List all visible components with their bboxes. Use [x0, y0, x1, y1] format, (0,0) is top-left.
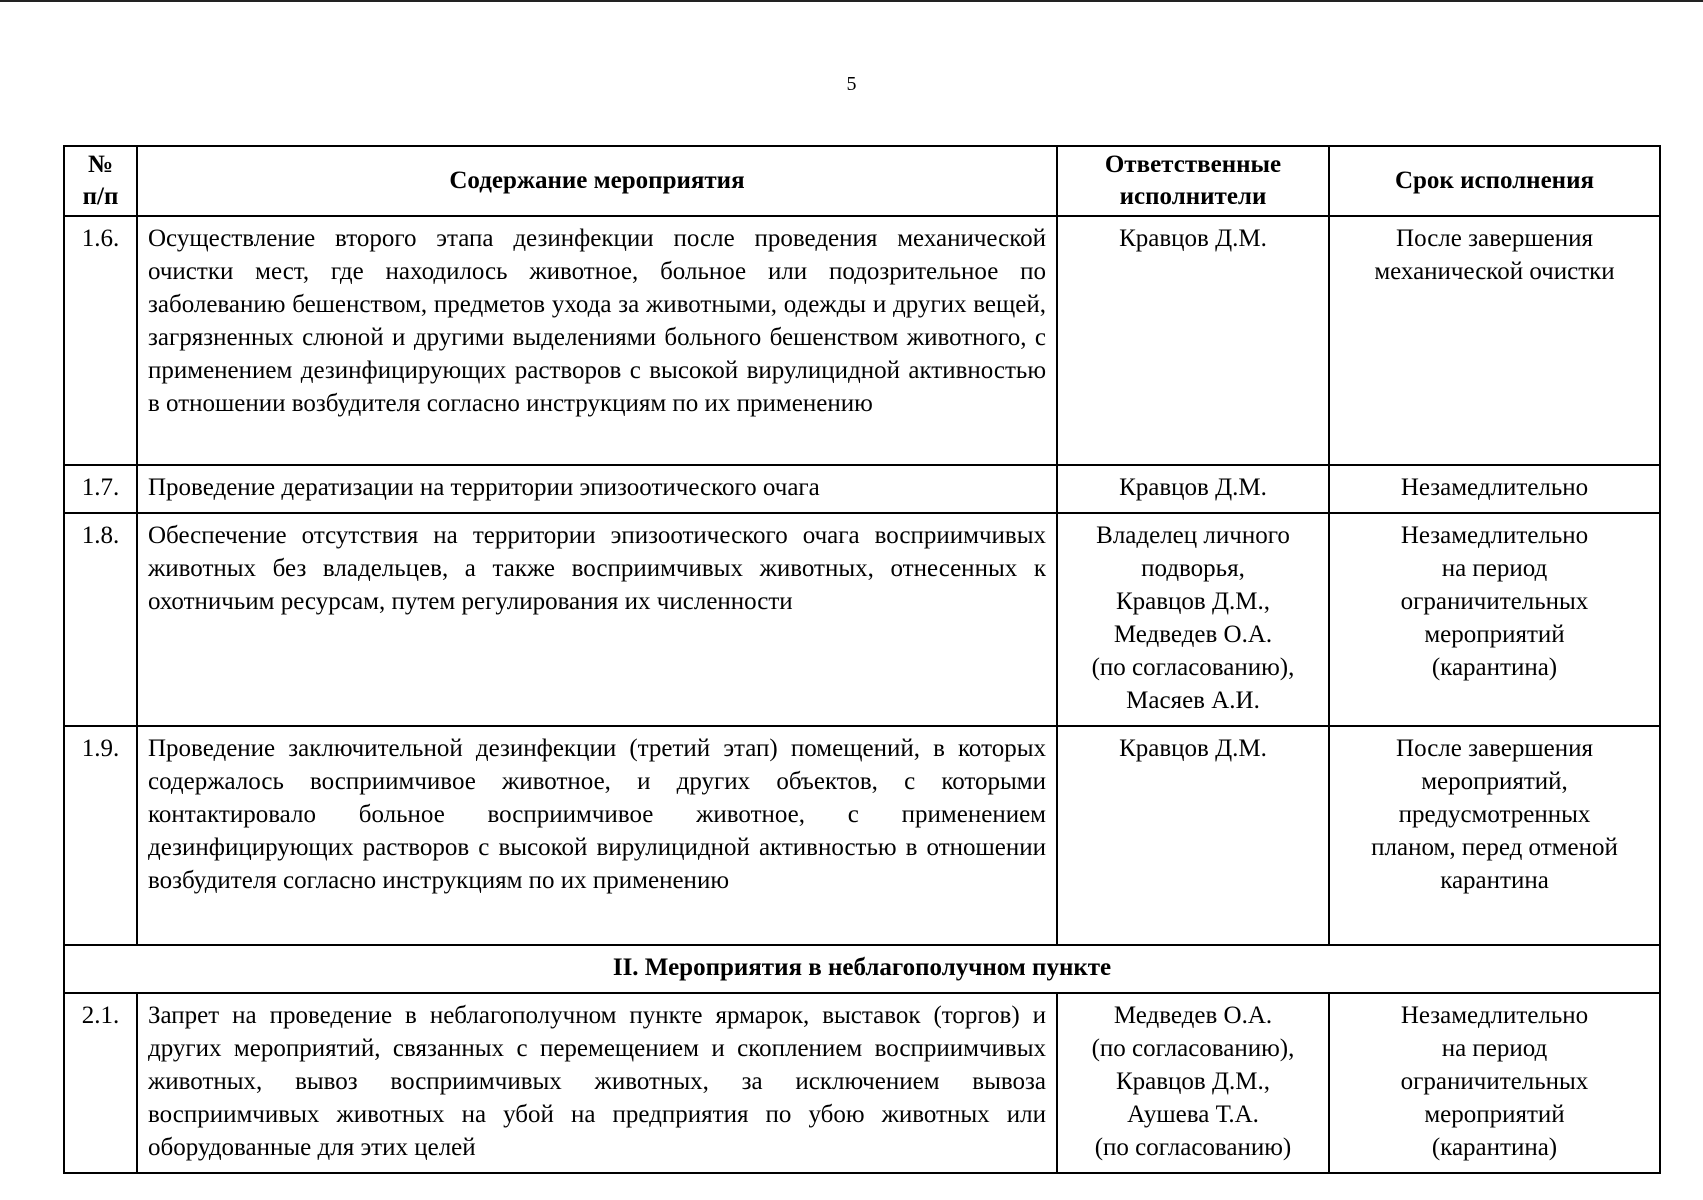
measures-table	[63, 145, 1661, 1174]
table-header-row	[64, 146, 1660, 216]
row-number: 1.6.	[64, 216, 137, 465]
header-deadline: Срок исполнения	[1329, 146, 1660, 216]
row-responsible: Кравцов Д.М.	[1057, 465, 1329, 513]
row-content: Запрет на проведение в неблагополучном пункте ярмарок, выставок (торгов) и других мероприятий, связанных с перемещением и скоплением восприимчивых животных, вывоз восприимчивых животных, за исключением вывоза восприимчивых животных на убой на предприятия по убою животных или оборудованные для этих целей	[137, 993, 1057, 1173]
row-deadline: Незамедлительно на период ограничительных мероприятий (карантина)	[1329, 993, 1660, 1173]
row-content: Осуществление второго этапа дезинфекции после проведения механической очистки мест, где находилось животное, больное или подозрительное по заболеванию бешенством, предметов ухода за животными, одежды и других вещей, загрязненных слюной и другими выделениями больного бешенством животного, с применением дезинфицирующих растворов с высокой вирулицидной активностью в отношении возбудителя согласно инструкциям по их применению	[137, 216, 1057, 465]
table-row	[64, 216, 1660, 465]
page-number: 5	[846, 73, 857, 95]
table-row	[64, 993, 1660, 1173]
row-deadline: Незамедлительно	[1329, 465, 1660, 513]
table-row	[64, 513, 1660, 726]
section-title: II. Мероприятия в неблагополучном пункте	[64, 945, 1660, 993]
header-num: № п/п	[64, 146, 137, 216]
row-content: Обеспечение отсутствия на территории эпизоотического очага восприимчивых животных без владельцев, а также восприимчивых животных, отнесенных к охотничьим ресурсам, путем регулирования их численности	[137, 513, 1057, 726]
section-row	[64, 945, 1660, 993]
table-row	[64, 726, 1660, 945]
header-responsible: Ответственные исполнители	[1057, 146, 1329, 216]
top-border-line	[0, 0, 1703, 2]
row-responsible: Кравцов Д.М.	[1057, 726, 1329, 945]
header-content: Содержание мероприятия	[137, 146, 1057, 216]
row-number: 2.1.	[64, 993, 137, 1173]
row-responsible: Медведев О.А. (по согласованию), Кравцов Д.М., Аушева Т.А. (по согласованию)	[1057, 993, 1329, 1173]
row-number: 1.8.	[64, 513, 137, 726]
table-row	[64, 465, 1660, 513]
row-deadline: После завершения мероприятий, предусмотренных планом, перед отменой карантина	[1329, 726, 1660, 945]
row-content: Проведение дератизации на территории эпизоотического очага	[137, 465, 1057, 513]
row-number: 1.9.	[64, 726, 137, 945]
row-number: 1.7.	[64, 465, 137, 513]
row-deadline: Незамедлительно на период ограничительных мероприятий (карантина)	[1329, 513, 1660, 726]
row-content: Проведение заключительной дезинфекции (третий этап) помещений, в которых содержалось восприимчивое животное, и других объектов, с которыми контактировало больное восприимчивое животное, с применением дезинфицирующих растворов с высокой вирулицидной активностью в отношении возбудителя согласно инструкциям по их применению	[137, 726, 1057, 945]
row-deadline: После завершения механической очистки	[1329, 216, 1660, 465]
row-responsible: Владелец личного подворья, Кравцов Д.М., Медведев О.А. (по согласованию), Масяев А.И.	[1057, 513, 1329, 726]
row-responsible: Кравцов Д.М.	[1057, 216, 1329, 465]
